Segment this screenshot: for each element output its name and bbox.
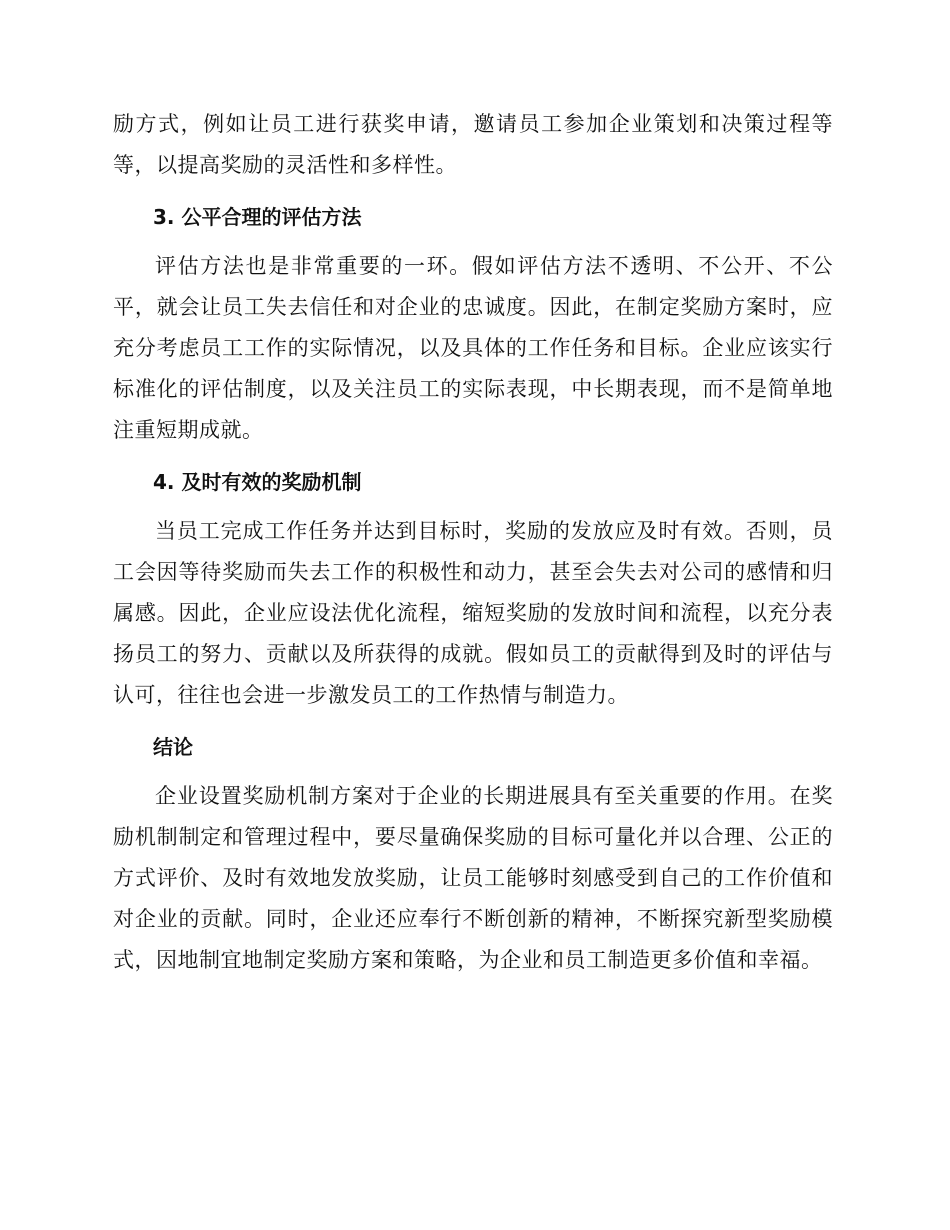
section-4-heading: 4. 及时有效的奖励机制: [153, 470, 362, 494]
section-3-paragraph: 评估方法也是非常重要的一环。假如评估方法不透明、不公开、不公平，就会让员工失去信任和对企业的忠诚度。因此，在制定奖励方案时，应充分考虑员工工作的实际情况，以及具体的工作任务和目标。企业应该实行标准化的评估制度，以及关注员工的实际表现，中长期表现，而不是简单地注重短期成就。: [113, 254, 833, 442]
intro-paragraph: 励方式，例如让员工进行获奖申请，邀请员工参加企业策划和决策过程等等，以提高奖励的灵活性和多样性。: [113, 112, 833, 177]
conclusion-paragraph: 企业设置奖励机制方案对于企业的长期进展具有至关重要的作用。在奖励机制制定和管理过程中，要尽量确保奖励的目标可量化并以合理、公正的方式评价、及时有效地发放奖励，让员工能够时刻感受到自己的工作价值和对企业的贡献。同时，企业还应奉行不断创新的精神，不断探究新型奖励模式，因地制宜地制定奖励方案和策略，为企业和员工制造更多价值和幸福。: [113, 784, 833, 972]
conclusion-heading: 结论: [153, 735, 193, 759]
document-body: [113, 104, 833, 981]
section-4-paragraph: 当员工完成工作任务并达到目标时，奖励的发放应及时有效。否则，员工会因等待奖励而失去工作的积极性和动力，甚至会失去对公司的感情和归属感。因此，企业应设法优化流程，缩短奖励的发放时间和流程，以充分表扬员工的努力、贡献以及所获得的成就。假如员工的贡献得到及时的评估与认可，往往也会进一步激发员工的工作热情与制造力。: [113, 519, 833, 707]
section-3-heading: 3. 公平合理的评估方法: [153, 205, 362, 229]
